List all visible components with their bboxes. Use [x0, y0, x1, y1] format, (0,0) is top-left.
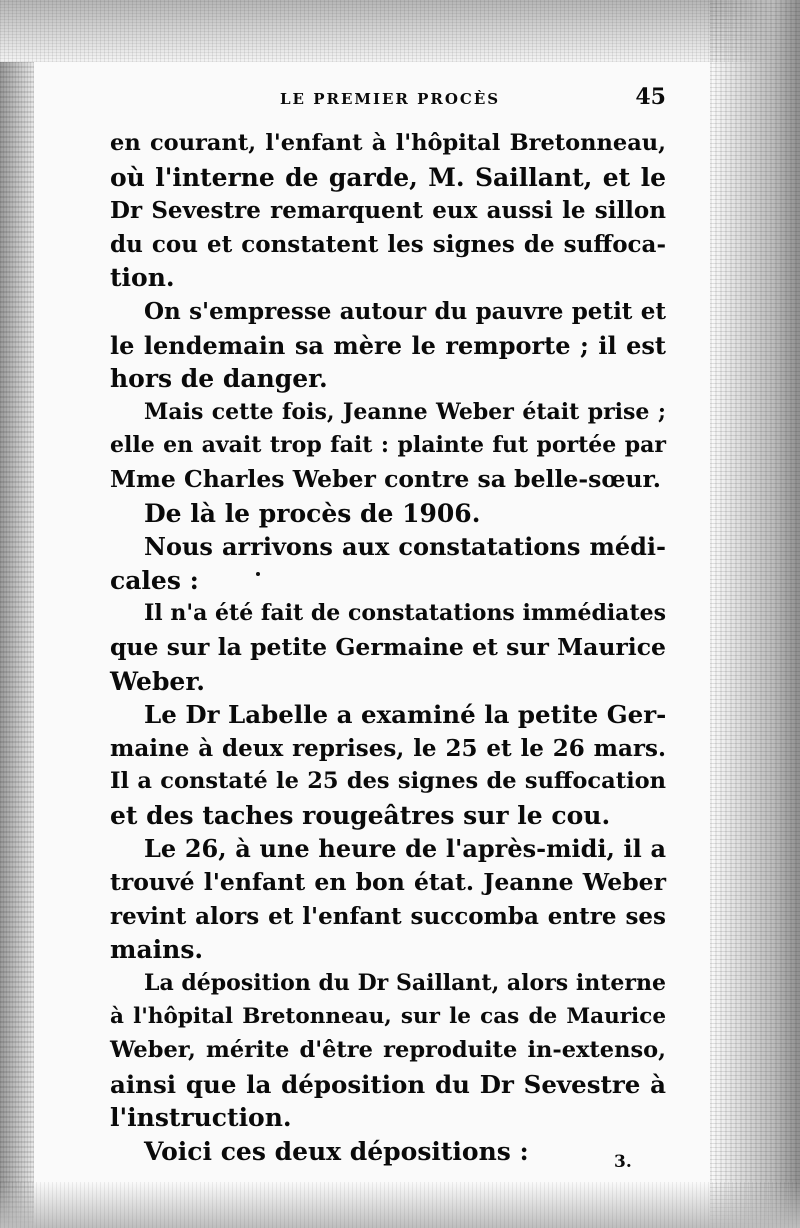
text-line: La déposition du Dr Saillant, alors interne	[144, 969, 666, 996]
paragraph	[110, 127, 666, 295]
paragraph	[110, 295, 666, 396]
signature-mark: 3.	[614, 1152, 632, 1172]
paragraph	[110, 967, 666, 1135]
paragraph	[110, 497, 666, 531]
text-line: l'instruction.	[110, 1103, 292, 1133]
text-line: le lendemain sa mère le remporte ; il est	[110, 330, 666, 360]
text-line: du cou et constatent les signes de suffoca-	[110, 230, 666, 258]
text-line: Il a constaté le 25 des signes de suffocation	[110, 768, 666, 795]
scan-edge-top	[0, 0, 800, 62]
text-line: Le 26, à une heure de l'après-midi, il a	[144, 834, 666, 864]
paragraph	[110, 597, 666, 698]
text-line: où l'interne de garde, M. Saillant, et le	[110, 162, 666, 192]
text-line: ainsi que la déposition du Dr Sevestre à	[110, 1069, 666, 1099]
text-line: revint alors et l'enfant succomba entre ses	[110, 902, 666, 930]
text-line: trouvé l'enfant en bon état. Jeanne Weber	[110, 868, 666, 897]
text-line: Voici ces deux dépositions :	[144, 1136, 529, 1166]
paragraph	[110, 530, 666, 597]
text-line: Il n'a été fait de constatations immédiates	[144, 600, 666, 627]
text-line: Dr Sevestre remarquent eux aussi le sillon	[110, 197, 666, 225]
text-line: cales :	[110, 565, 199, 595]
text-line: De là le procès de 1906.	[144, 498, 481, 528]
text-line: tion.	[110, 263, 175, 293]
page-header	[110, 84, 670, 114]
text-line: elle en avait trop fait : plainte fut portée par	[110, 432, 666, 459]
text-line: en courant, l'enfant à l'hôpital Bretonneau,	[110, 130, 666, 156]
paragraph	[110, 832, 666, 966]
scan-edge-bottom	[0, 1182, 800, 1228]
text-line: Weber.	[110, 666, 205, 696]
running-title: LE PREMIER PROCÈS	[280, 90, 501, 108]
body-text	[110, 127, 666, 1168]
scan-edge-left	[0, 0, 34, 1228]
text-line: Mais cette fois, Jeanne Weber était prise ;	[144, 398, 666, 425]
page-number: 45	[635, 84, 666, 110]
scan-edge-right	[710, 0, 800, 1228]
text-line: Mme Charles Weber contre sa belle-sœur.	[110, 464, 661, 493]
text-line: Le Dr Labelle a examiné la petite Ger-	[144, 700, 667, 730]
text-line: Weber, mérite d'être reproduite in-extenso,	[110, 1037, 666, 1064]
paragraph	[110, 1135, 666, 1169]
text-line: et des taches rougeâtres sur le cou.	[110, 800, 611, 830]
text-line: mains.	[110, 935, 204, 965]
text-line: que sur la petite Germaine et sur Maurice	[110, 632, 666, 661]
text-line: maine à deux reprises, le 25 et le 26 mars.	[110, 734, 666, 762]
paragraph	[110, 698, 666, 832]
paragraph	[110, 396, 666, 497]
print-speck	[256, 572, 260, 576]
text-line: hors de danger.	[110, 364, 328, 394]
text-line: à l'hôpital Bretonneau, sur le cas de Maurice	[110, 1004, 666, 1030]
text-line: Nous arrivons aux constatations médi-	[144, 532, 666, 562]
text-line: On s'empresse autour du pauvre petit et	[144, 297, 666, 325]
